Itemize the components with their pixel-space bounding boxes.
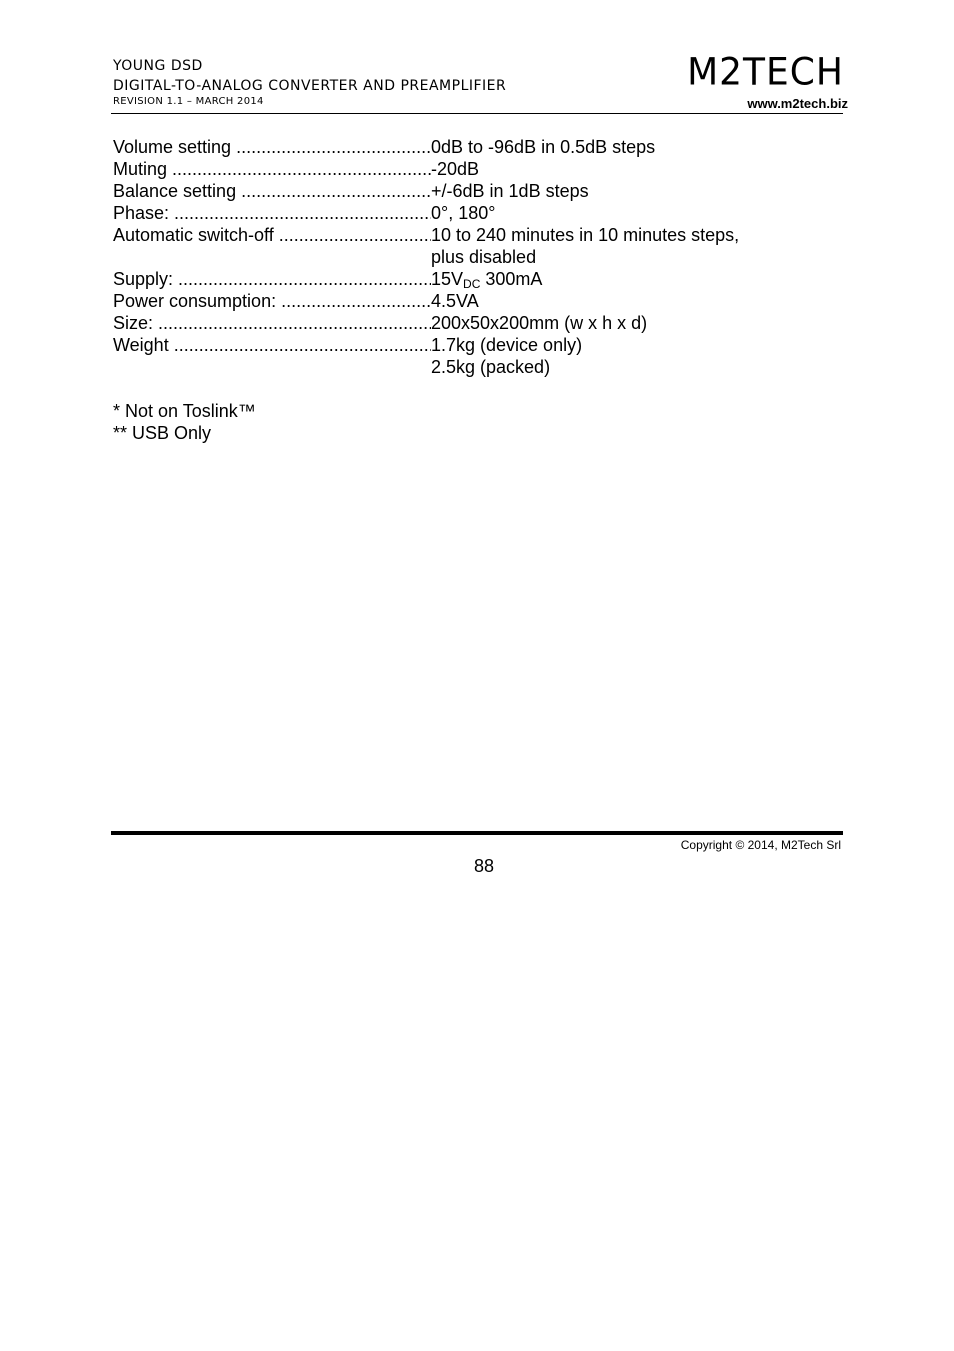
spec-row [113,290,833,312]
spec-value: +/-6dB in 1dB steps [431,181,589,201]
spec-label: Phase: ..... [113,202,431,224]
footnote: ** USB Only [113,423,212,443]
spec-row [113,202,833,224]
spec-value-line: plus disabled [431,247,537,267]
spec-value: $15V_{DC}$ 300mA [431,269,543,291]
spec-value: 200x50x200mm (w x h x d) [431,313,648,333]
spec-row [113,312,833,334]
footnotes [113,400,833,444]
footer-divider [111,831,843,835]
spec-label: Balance setting ..... [113,180,431,202]
spec-value [431,334,833,378]
footnote: * Not on Toslink™ [113,401,256,421]
spec-label: Size: ..... [113,312,431,334]
spec-row [113,180,833,202]
spec-label: Supply: ..... [113,268,431,290]
spec-value: 4.5VA [431,291,479,311]
spec-value: -20dB [431,159,480,179]
spec-value [431,224,833,268]
copyright-notice: Copyright © 2014, M2Tech Srl [680,838,841,852]
spec-list [113,136,833,444]
m2tech-logo: M2TECH [687,50,844,94]
website-link[interactable]: www.m2tech.biz [747,96,848,111]
spec-label: Weight ..... [113,334,431,356]
spec-row [113,136,833,158]
spec-label: Muting ..... [113,158,431,180]
spec-value: 0°, 180° [431,203,496,223]
header-divider [111,113,843,114]
page-header [113,50,848,111]
page-number: 88 [473,856,495,876]
spec-row [113,158,833,180]
spec-label: Volume setting ..... [113,136,431,158]
spec-row [113,224,833,268]
spec-value: 0dB to -96dB in 0.5dB steps [431,137,656,157]
spec-value-line: 10 to 240 minutes in 10 minutes steps, [431,225,740,245]
spec-label: Automatic switch-off ..... [113,224,431,246]
product-name: YOUNG DSD [113,58,203,74]
spec-value-line: 2.5kg (packed) [431,357,551,377]
revision-line: REVISION 1.1 – MARCH 2014 [113,96,264,107]
product-subtitle: DIGITAL-TO-ANALOG CONVERTER AND PREAMPLIFIER [113,78,507,94]
spec-label: Power consumption: ..... [113,290,431,312]
spec-row [113,334,833,378]
spec-value-line: 1.7kg (device only) [431,335,583,355]
spec-row [113,268,833,290]
